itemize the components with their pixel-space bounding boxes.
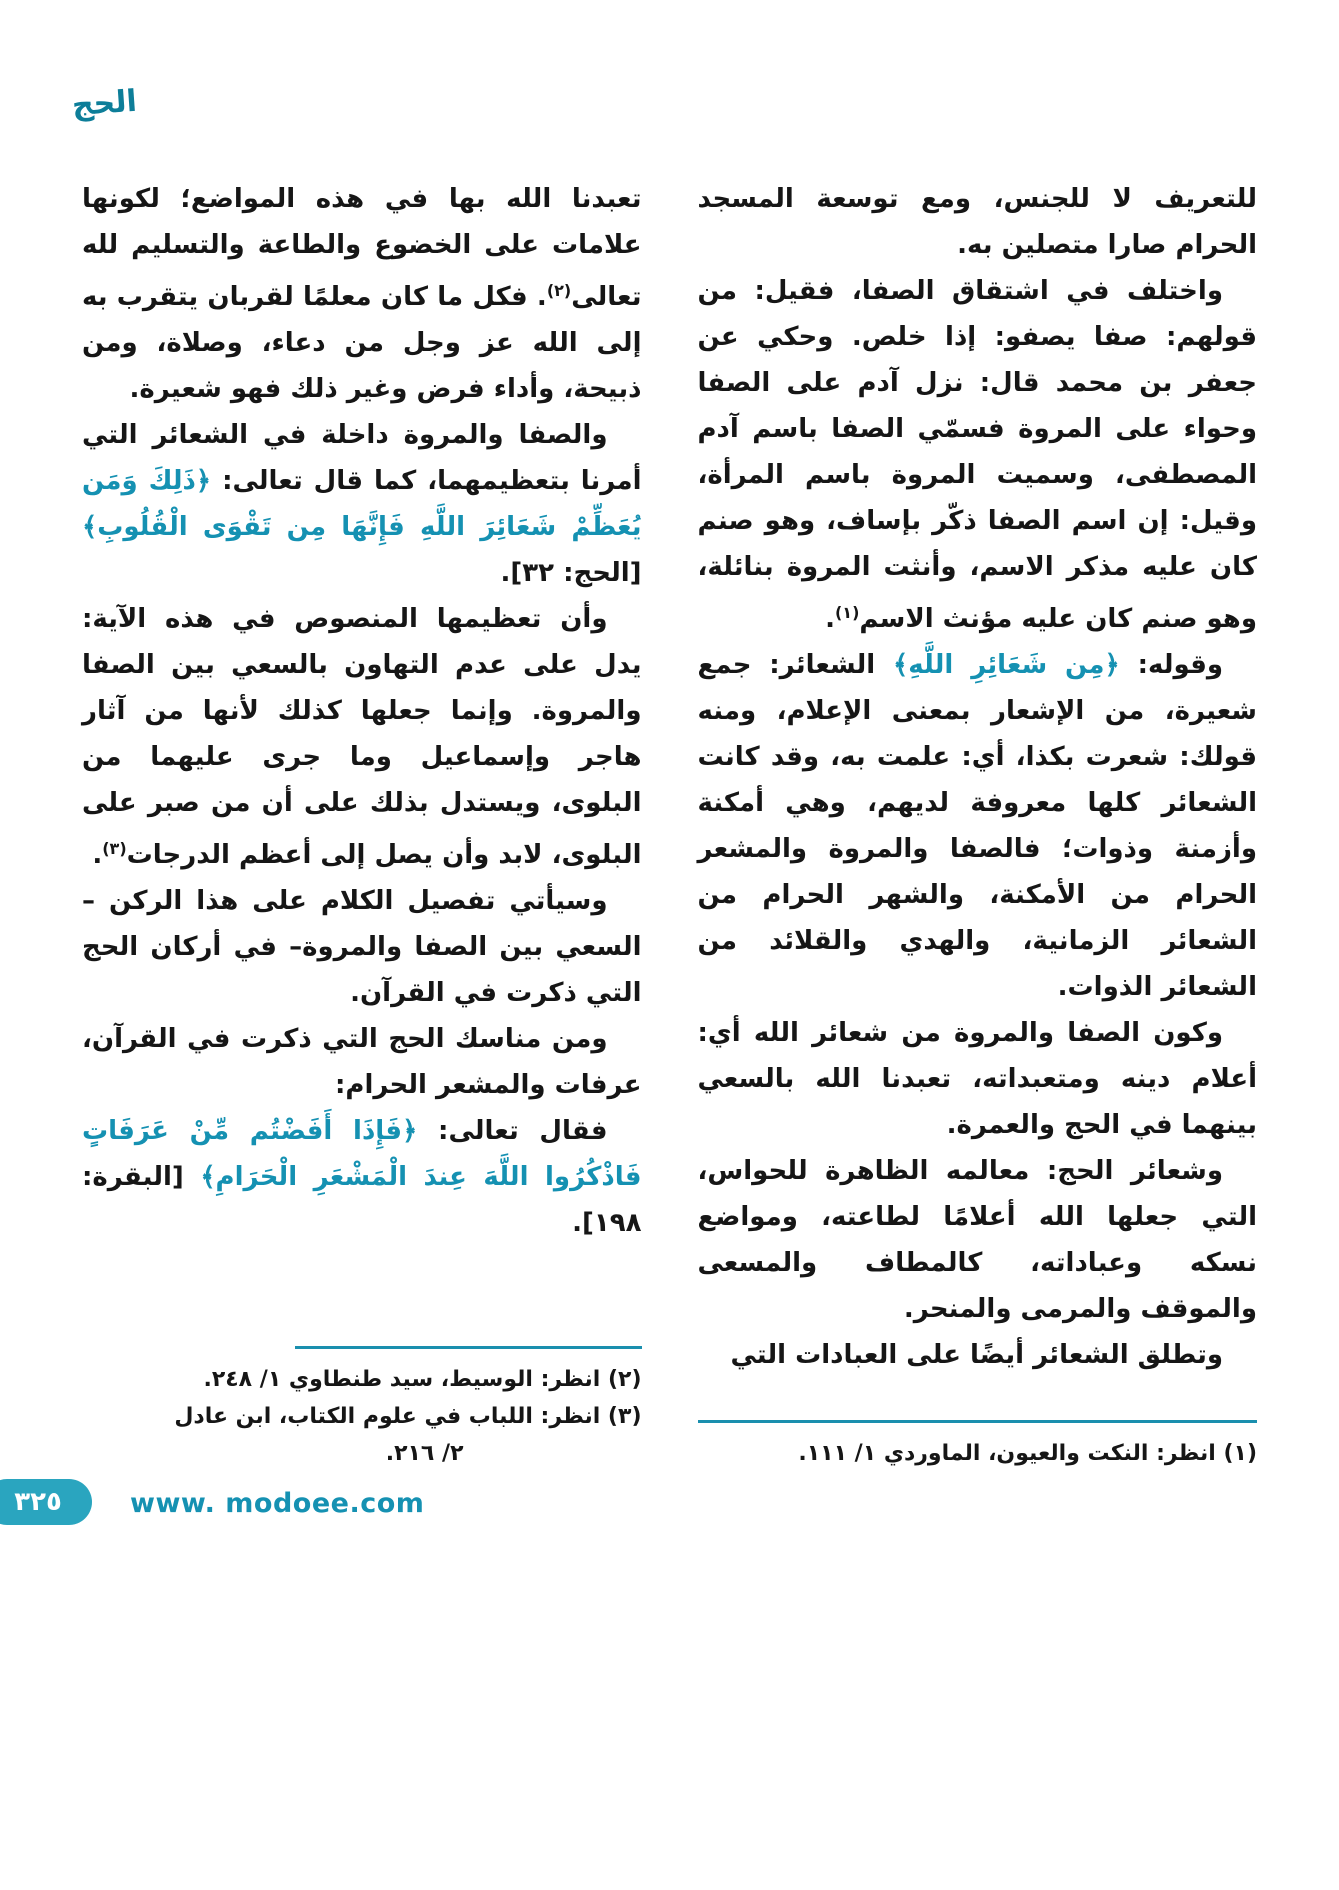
paragraph (698, 642, 1258, 1010)
column-left-body (82, 176, 642, 1246)
page-number-badge (0, 1479, 92, 1525)
footnote-separator (698, 1420, 1258, 1423)
text-segment: (٣) انظر: اللباب في علوم الكتاب، ابن عادل (174, 1404, 642, 1429)
text-segment: وسيأتي تفصيل الكلام على هذا الركن –السعي بين الصفا والمروة– في أركان الحج التي ذكرت في القرآن. (82, 886, 642, 1008)
text-segment: ٢/ ٢١٦. (385, 1441, 464, 1466)
footnotes-right (698, 1435, 1258, 1472)
footnote-marker: (٣) (102, 839, 127, 858)
quran-verse: ﴿مِن شَعَائِرِ اللَّهِ﴾ (893, 650, 1120, 680)
footnote (82, 1398, 642, 1472)
text-segment: وأن تعظيمها المنصوص في هذه الآية: يدل على عدم التهاون بالسعي بين الصفا والمروة. وإنما جعلها كذلك لأنها من آثار هاجر وإسماعيل وما جرى عليهما من البلوى، ويستدل بذلك على أن من صبر على البلوى، لابد وأن يصل إلى أعظم الدرجات (82, 604, 642, 870)
paragraph (698, 268, 1258, 642)
text-segment: . فكل ما كان معلمًا لقربان يتقرب به إلى الله عز وجل من دعاء، وصلاة، ومن ذبيحة، وأداء فرض وغير ذلك فهو شعيرة. (82, 282, 642, 404)
text-segment: وقوله: (1119, 650, 1224, 680)
text-segment: (٢) انظر: الوسيط، سيد طنطاوي ١/ ٢٤٨. (203, 1367, 642, 1392)
text-segment: والصفا والمروة داخلة في الشعائر التي أمرنا بتعظيمهما، كما قال تعالى: (82, 420, 642, 496)
paragraph (698, 176, 1258, 268)
text-segment: واختلف في اشتقاق الصفا، فقيل: من قولهم: صفا يصفو: إذا خلص. وحكي عن جعفر بن محمد قال: نزل آدم على الصفا وحواء على المروة فسمّي الصفا باسم آدم المصطفى، وسميت المروة باسم المرأة، وقيل: إن اسم الصفا ذكّر بإساف، وهو صنم كان عليه مذكر الاسم، وأنثت المروة بنائلة، وهو صنم كان عليه مؤنث الاسم (697, 276, 1257, 634)
paragraph (82, 1016, 642, 1108)
paragraph (82, 878, 642, 1016)
website-url[interactable]: www. modoee.com (130, 1488, 425, 1519)
text-segment: (١) انظر: النكت والعيون، الماوردي ١/ ١١١. (798, 1441, 1257, 1466)
paragraph (82, 1108, 642, 1246)
footnote-block-left (82, 1336, 642, 1472)
footnote-separator (295, 1346, 642, 1349)
paragraph (82, 596, 642, 878)
paragraph (82, 412, 642, 596)
column-right-body (698, 176, 1258, 1378)
paragraph (698, 1332, 1258, 1378)
footnote (698, 1435, 1258, 1472)
text-segment: وتطلق الشعائر أيضًا على العبادات التي (730, 1340, 1223, 1370)
page-number: ٣٢٥ (14, 1487, 62, 1517)
paragraph (698, 1010, 1258, 1148)
text-segment: ومن مناسك الحج التي ذكرت في القرآن، عرفات والمشعر الحرام: (82, 1024, 642, 1100)
paragraph (82, 176, 642, 412)
text-segment: [الحج: ٣٢]. (500, 558, 642, 588)
text-segment: للتعريف لا للجنس، ومع توسعة المسجد الحرام صارا متصلين به. (697, 184, 1257, 260)
text-segment: معالمه الظاهرة للحواس، التي جعلها الله أعلامًا لطاعته، ومواضع نسكه وعباداته، كالمطاف والمسعى والموقف والمرمى والمنحر. (697, 1156, 1257, 1324)
text-columns (82, 176, 1257, 1472)
footnote-marker: (٢) (546, 281, 572, 300)
text-segment: فقال تعالى: (417, 1116, 608, 1146)
column-right (698, 176, 1258, 1472)
column-left (82, 176, 642, 1472)
text-segment: وكون الصفا والمروة من شعائر الله أي: أعلام دينه ومتعبداته، تعبدنا الله بالسعي بينهما في الحج والعمرة. (697, 1018, 1257, 1140)
quran-verse: ﴿فَإِذَا أَفَضْتُم مِّنْ عَرَفَاتٍ فَاذْكُرُوا اللَّهَ عِندَ الْمَشْعَرِ الْحَرَامِ﴾ (82, 1116, 642, 1192)
text-segment: الشعائر: جمع شعيرة، من الإشعار بمعنى الإعلام، ومنه قولك: شعرت بكذا، أي: علمت به، وقد كانت الشعائر كلها معروفة لديهم، وهي أمكنة وأزمنة وذوات؛ فالصفا والمروة والمشعر الحرام من الأمكنة، والشهر الحرام من الشعائر الزمانية، والهدي والقلائد من الشعائر الذوات. (697, 650, 1257, 1002)
text-segment: . (825, 604, 835, 634)
paragraph (698, 1148, 1258, 1332)
text-segment: [البقرة: ١٩٨]. (82, 1162, 642, 1238)
footnotes-left (82, 1361, 642, 1472)
chapter-ornament: الحج (70, 83, 138, 124)
bold-heading: وشعائر الحج: (1046, 1156, 1223, 1186)
text-segment: تعبدنا الله بها في هذه المواضع؛ لكونها علامات على الخضوع والطاعة والتسليم لله تعالى (82, 184, 642, 312)
footnote-marker: (١) (834, 603, 860, 622)
footnote-block-right (698, 1410, 1258, 1472)
text-segment: . (92, 840, 103, 870)
quran-verse: ﴿ذَلِكَ وَمَن يُعَظِّمْ شَعَائِرَ اللَّهِ فَإِنَّهَا مِن تَقْوَى الْقُلُوبِ﴾ (82, 466, 642, 542)
footnote (82, 1361, 642, 1398)
